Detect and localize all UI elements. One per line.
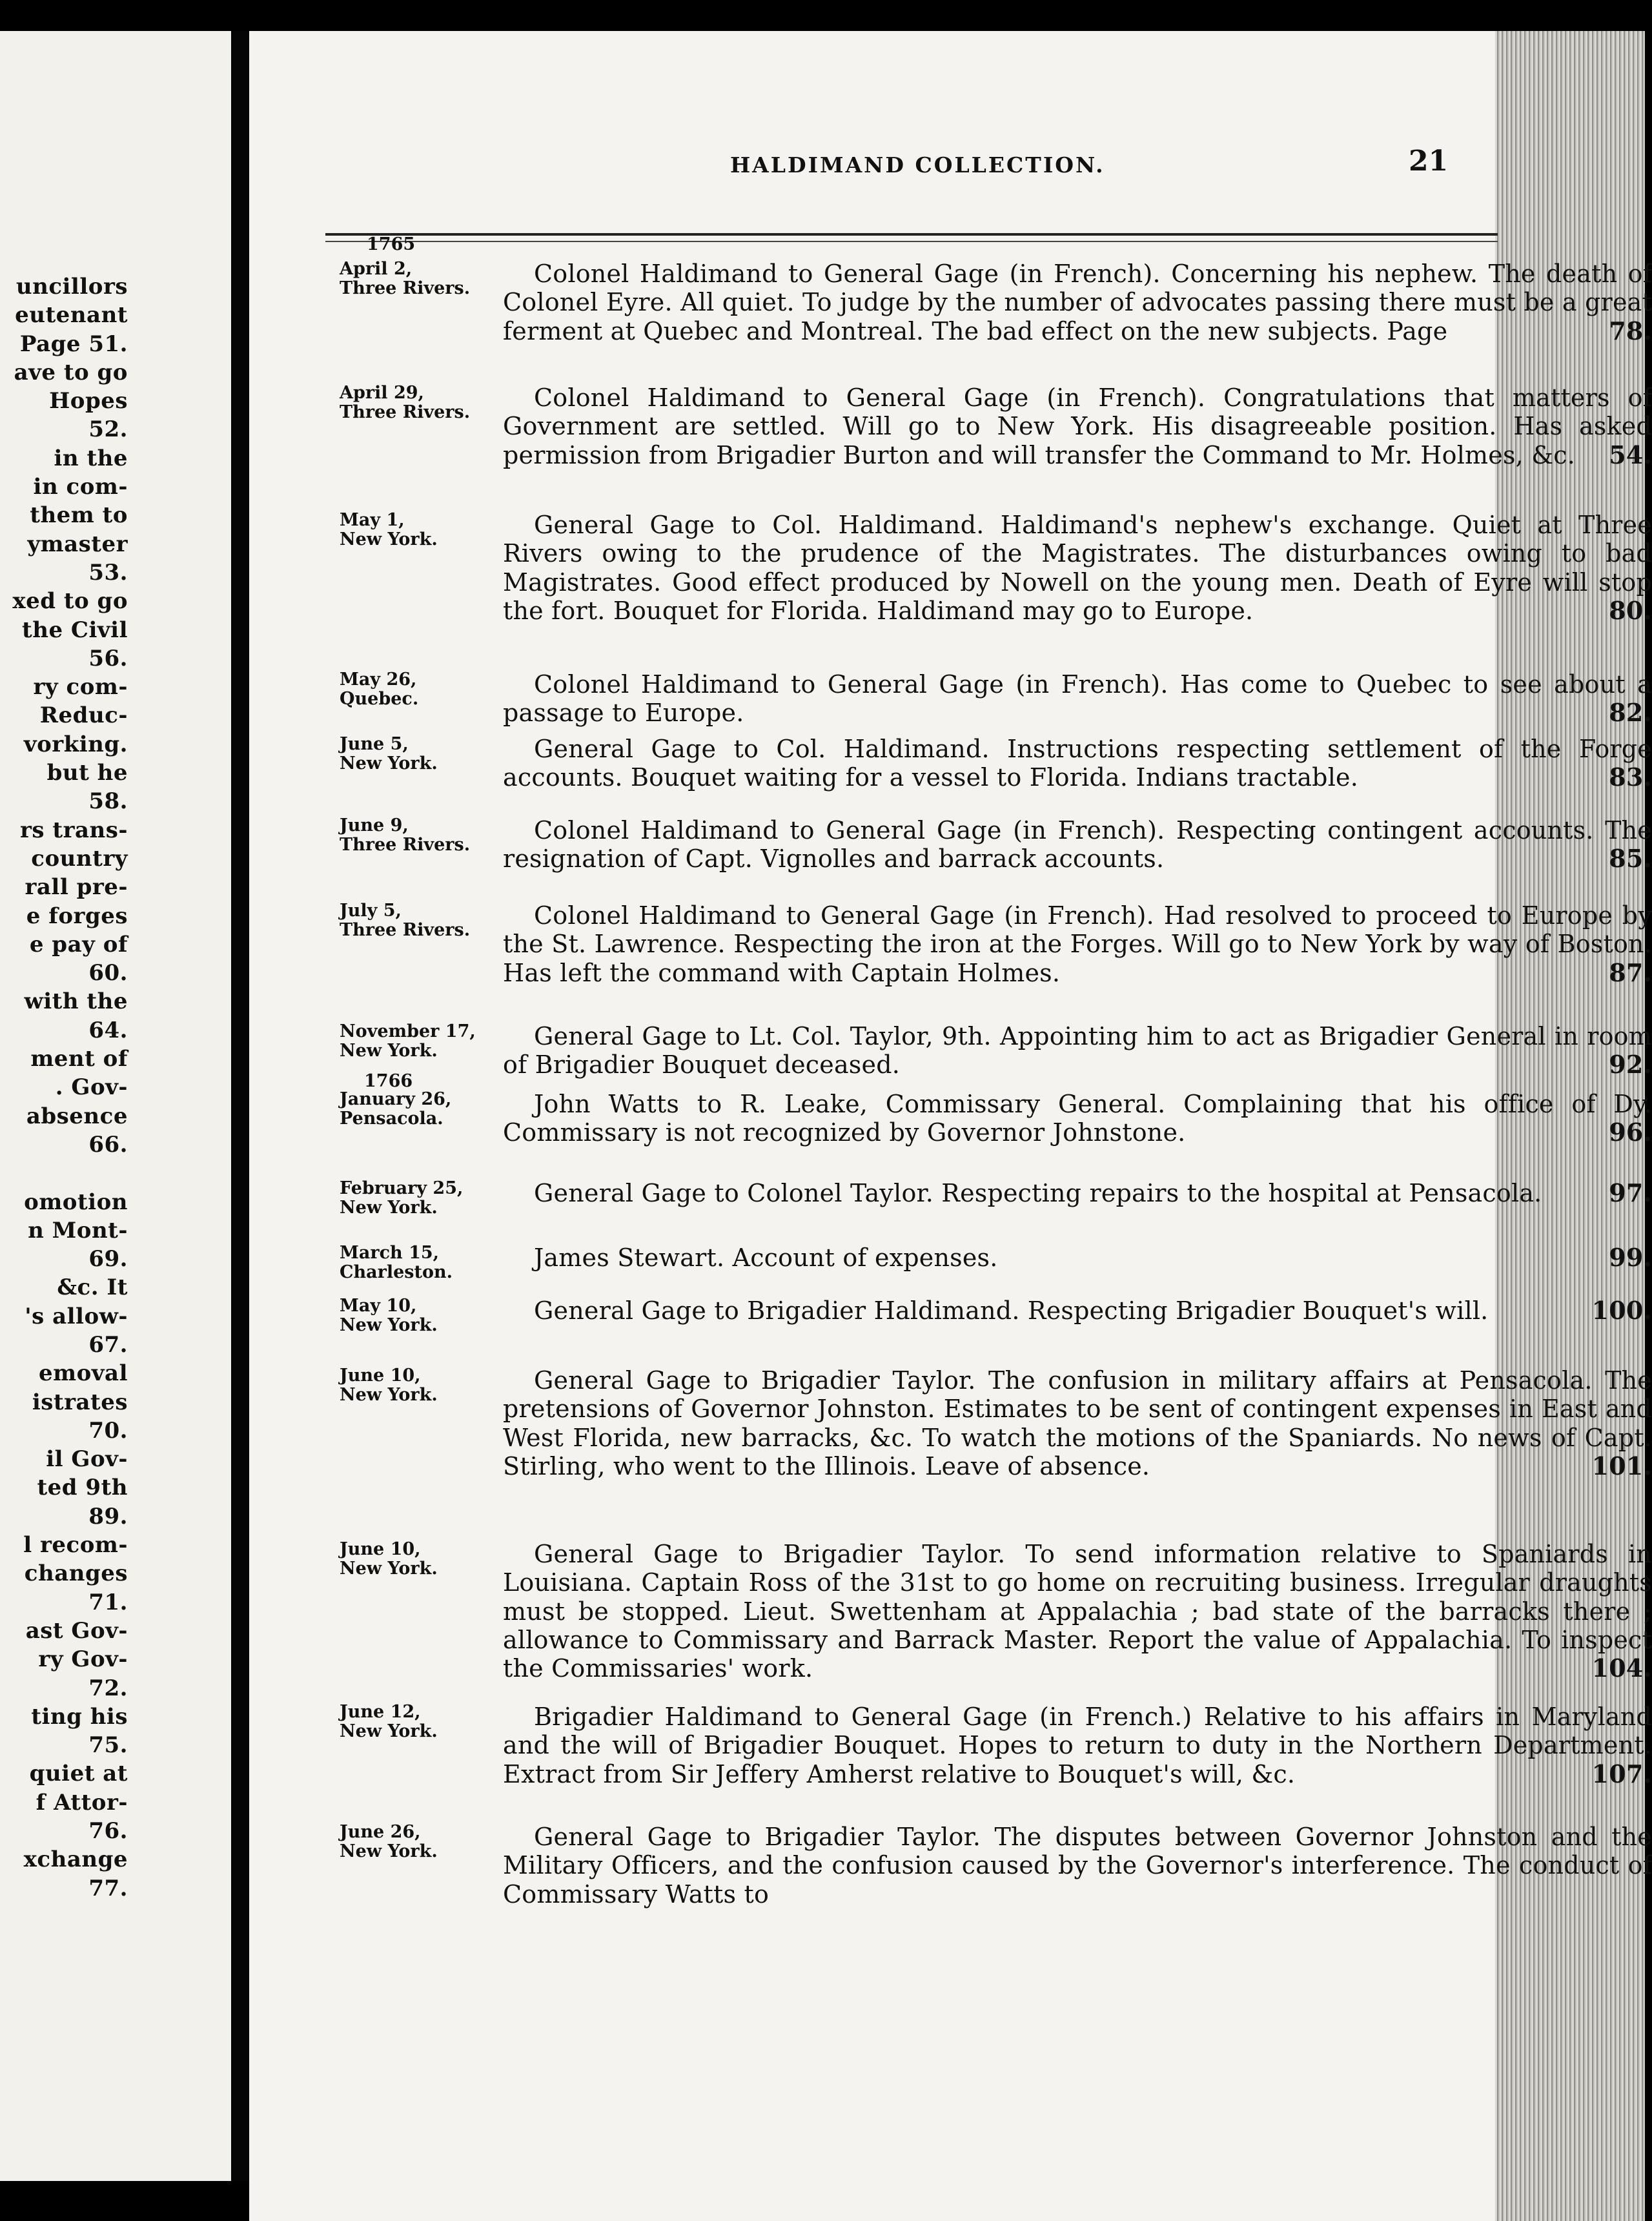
entry-summary: General Gage to Lt. Col. Taylor, 9th. Appointing him to act as Brigadier General in room of Brigadier Bouquet deceased. — [503, 1022, 1652, 1080]
left-fragment-line: vorking. — [23, 731, 128, 757]
left-fragment-line: ry com- — [33, 674, 128, 701]
entry-dateline — [340, 260, 482, 298]
entry-page-ref: 85. — [1609, 844, 1652, 874]
left-fragment-line: in the — [54, 445, 128, 471]
entry-date: May 10, — [340, 1296, 417, 1316]
entry-text-block — [503, 816, 1652, 874]
left-fragment-line: eutenant — [15, 302, 128, 329]
entry-page-ref: 101. — [1591, 1451, 1652, 1480]
left-fragment-line: 67. — [88, 1331, 128, 1358]
entry-date: February 25, — [340, 1178, 464, 1198]
left-fragment-line: in com- — [33, 474, 128, 500]
left-fragment-line: 69. — [88, 1246, 128, 1273]
entry-page-ref: 107. — [1591, 1759, 1652, 1788]
entry-text-block — [503, 1540, 1652, 1683]
page-number: 21 — [1409, 145, 1449, 178]
entry-place: New York. — [340, 1721, 438, 1741]
left-fragment-line: f Attor- — [36, 1789, 128, 1816]
entry-summary: General Gage to Colonel Taylor. Respecting repairs to the hospital at Pensacola. — [534, 1179, 1542, 1207]
left-page-text-fragments — [5, 272, 128, 1903]
entry-place: New York. — [340, 1198, 438, 1218]
entry-dateline — [340, 1244, 482, 1282]
entry-summary: John Watts to R. Leake, Commissary General. Complaining that his office of Dy. Commissary is not recognized by Governor Johnstone. — [503, 1090, 1652, 1147]
entry-place: New York. — [340, 1559, 438, 1579]
left-fragment-line: &c. It — [57, 1274, 128, 1301]
entry-place: New York. — [340, 1315, 438, 1335]
entry-dateline — [340, 816, 482, 855]
left-fragment-line: Page 51. — [19, 331, 128, 357]
left-fragment-line: l recom- — [23, 1532, 128, 1559]
entry-date: April 29, — [340, 383, 424, 403]
entry-place: New York. — [340, 1385, 438, 1405]
left-fragment-line: istrates — [32, 1389, 128, 1415]
entry-date: March 15, — [340, 1243, 440, 1263]
left-fragment-line: emoval — [39, 1360, 128, 1387]
entry-dateline — [340, 1823, 482, 1861]
left-fragment-line: Hopes — [49, 388, 128, 415]
entry-page-ref: 92. — [1609, 1050, 1652, 1080]
left-fragment-line: the Civil — [22, 617, 128, 643]
entry-place: Three Rivers. — [340, 402, 471, 422]
left-fragment-line: changes — [24, 1561, 128, 1587]
entry-page-ref: 80. — [1609, 595, 1652, 625]
entry-page-ref: 100. — [1591, 1296, 1652, 1325]
left-fragment-line: 71. — [88, 1589, 128, 1615]
left-fragment-line: ymaster — [27, 531, 128, 557]
entry-summary: General Gage to Brigadier Taylor. The confusion in military affairs at Pensacola. The pretensions of Governor Johnston. Estimates to be sent of contingent expenses in East and West Florida, new barracks, &c. To watch the motions of the Spaniards. No news of Capt. Stirling, who went to the Illinois. Leave of absence. — [503, 1366, 1652, 1480]
left-fragment-line: e forges — [26, 903, 128, 929]
entry-summary: General Gage to Brigadier Haldimand. Respecting Brigadier Bouquet's will. — [534, 1296, 1489, 1325]
left-fragment-line: 58. — [88, 788, 128, 815]
entry-summary: Brigadier Haldimand to General Gage (in French.) Relative to his affairs in Maryland and the will of Brigadier Bouquet. Hopes to return to duty in the Northern Department. Extract from Sir Jeffery Amherst relative to Bouquet's will, &c. — [503, 1703, 1652, 1788]
entry-dateline — [340, 1703, 482, 1741]
entry-summary: General Gage to Brigadier Taylor. To send information relative to Spaniards in Louisiana. Captain Ross of the 31st to go home on recruiting business. Irregular draughts must be stopped. Lieut. Swettenham at Appalachia ; bad state of the barracks there ; allowance to Commissary and Barrack Master. Report the value of Appalachia. To inspect the Commissaries' work. — [503, 1540, 1652, 1683]
entry-text-block — [503, 1296, 1652, 1325]
entry-summary: Colonel Haldimand to General Gage (in French). Respecting contingent accounts. The resignation of Capt. Vignolles and barrack accounts. — [503, 816, 1652, 874]
entry-dateline — [340, 670, 482, 709]
left-fragment-line: 64. — [88, 1017, 128, 1043]
entry-place: Pensacola. — [340, 1109, 444, 1129]
entry-text-block — [503, 511, 1652, 625]
running-head: HALDIMAND COLLECTION. — [730, 152, 1105, 178]
left-fragment-line: omotion — [24, 1189, 128, 1215]
left-fragment-line: ment of — [30, 1046, 128, 1072]
entry-summary: Colonel Haldimand to General Gage (in French). Congratulations that matters of Government are settled. Will go to New York. His disagreeable position. Has asked permission from Brigadier Burton and will transfer the Command to Mr. Holmes, &c. — [503, 384, 1652, 469]
entry-page-ref: 99. — [1609, 1243, 1652, 1272]
entry-place: Three Rivers. — [340, 835, 471, 855]
entry-date: May 1, — [340, 510, 405, 530]
entry-summary: Colonel Haldimand to General Gage (in French). Has come to Quebec to see about a passage to Europe. — [503, 670, 1652, 728]
entry-page-ref: 82. — [1609, 698, 1652, 728]
entry-page-ref: 97. — [1609, 1178, 1652, 1207]
year-heading: 1765 — [367, 234, 416, 254]
page-gutter — [231, 31, 249, 2181]
entry-page-ref: 96. — [1609, 1118, 1652, 1147]
header-rule-thin — [325, 241, 1498, 242]
entry-page-ref: 78. — [1609, 316, 1652, 345]
year-heading: 1766 — [364, 1071, 413, 1091]
entry-text-block — [503, 1090, 1652, 1147]
left-fragment-line: quiet at — [29, 1761, 128, 1787]
entry-date: June 5, — [340, 734, 409, 754]
entry-text-block — [503, 735, 1652, 792]
left-fragment-line: 89. — [88, 1503, 128, 1530]
left-fragment-line: but he — [46, 760, 128, 786]
entry-page-ref: 104. — [1591, 1653, 1652, 1683]
left-fragment-line: 75. — [88, 1732, 128, 1759]
left-fragment-line: uncillors — [15, 274, 128, 300]
left-fragment-line: . Gov- — [55, 1074, 128, 1101]
entry-date: July 5, — [340, 901, 402, 921]
entry-date: May 26, — [340, 670, 417, 690]
left-fragment-line: ting his — [31, 1703, 128, 1730]
entry-place: Three Rivers. — [340, 920, 471, 940]
left-page — [0, 31, 231, 2181]
left-fragment-line: n Mont- — [28, 1217, 128, 1244]
left-fragment-line: Reduc- — [39, 702, 128, 729]
entry-place: New York. — [340, 1841, 438, 1861]
entry-dateline — [340, 511, 482, 549]
left-fragment-line: country — [31, 845, 128, 872]
entry-dateline — [340, 384, 482, 422]
entry-date: November 17, — [340, 1021, 476, 1041]
entry-summary: James Stewart. Account of expenses. — [534, 1244, 998, 1272]
entry-date: June 9, — [340, 815, 409, 835]
left-fragment-line: 56. — [88, 645, 128, 671]
entry-summary: General Gage to Col. Haldimand. Instructions respecting settlement of the Forge accounts. Bouquet waiting for a vessel to Florida. Indians tractable. — [503, 735, 1652, 792]
right-page — [249, 31, 1652, 2221]
entry-dateline — [340, 1179, 482, 1218]
entry-place: Charleston. — [340, 1262, 453, 1282]
left-fragment-line: ted 9th — [37, 1475, 128, 1501]
entry-text-block — [503, 1244, 1652, 1272]
left-fragment-line: 60. — [88, 960, 128, 987]
entry-date: June 10, — [340, 1366, 421, 1386]
entry-date: June 10, — [340, 1539, 421, 1559]
left-fragment-line: 72. — [88, 1675, 128, 1701]
left-fragment-line: il Gov- — [46, 1446, 128, 1473]
entry-place: New York. — [340, 1041, 438, 1061]
left-fragment-line: absence — [26, 1103, 128, 1129]
entry-dateline — [340, 1022, 482, 1061]
entry-text-block — [503, 384, 1652, 469]
left-fragment-line: ry Gov- — [38, 1646, 128, 1673]
entry-page-ref: 83. — [1609, 763, 1652, 792]
header-rule — [325, 233, 1498, 236]
left-fragment-line: rall pre- — [25, 874, 128, 901]
entry-dateline — [340, 901, 482, 940]
entry-summary: Colonel Haldimand to General Gage (in French). Concerning his nephew. The death of Colonel Eyre. All quiet. To judge by the number of advocates passing there must be a great ferment at Quebec and Montreal. The bad effect on the new subjects. Page — [503, 260, 1652, 345]
left-fragment-line: with the — [24, 988, 128, 1015]
entry-text-block — [503, 1703, 1652, 1788]
entry-text-block — [503, 1022, 1652, 1080]
left-fragment-line: xchange — [23, 1847, 128, 1873]
entry-text-block — [503, 901, 1652, 987]
left-fragment-line: 's allow- — [25, 1303, 128, 1329]
entry-dateline — [340, 1366, 482, 1405]
left-fragment-line: e pay of — [29, 931, 128, 957]
entry-summary: General Gage to Col. Haldimand. Haldimand's nephew's exchange. Quiet at Three Rivers owing to the prudence of the Magistrates. The disturbances owing to bad Magistrates. Good effect produced by Nowell on the young men. Death of Eyre will stop the fort. Bouquet for Florida. Haldimand may go to Europe. — [503, 511, 1652, 625]
left-fragment-line — [5, 1159, 128, 1187]
entry-page-ref: 54. — [1609, 440, 1652, 469]
left-fragment-line: 66. — [88, 1131, 128, 1158]
entry-text-block — [503, 1823, 1652, 1909]
entry-dateline — [340, 1540, 482, 1579]
entry-date: June 12, — [340, 1702, 421, 1722]
entry-dateline — [340, 1296, 482, 1335]
entry-summary: Colonel Haldimand to General Gage (in French). Had resolved to proceed to Europe by the St. Lawrence. Respecting the iron at the Forges. Will go to New York by way of Boston. Has left the command with Captain Holmes. — [503, 901, 1652, 987]
entry-place: Three Rivers. — [340, 278, 471, 298]
entry-dateline — [340, 1090, 482, 1129]
entry-place: New York. — [340, 753, 438, 773]
entry-text-block — [503, 1366, 1652, 1480]
left-fragment-line: 76. — [88, 1818, 128, 1845]
left-fragment-line: 52. — [88, 416, 128, 443]
left-fragment-line: 77. — [88, 1875, 128, 1901]
entry-text-block — [503, 1179, 1652, 1207]
entry-dateline — [340, 735, 482, 773]
left-fragment-line: xed to go — [12, 588, 128, 615]
left-fragment-line: 53. — [88, 559, 128, 586]
entry-text-block — [503, 260, 1652, 345]
entry-page-ref: 87. — [1609, 957, 1652, 987]
entry-summary: General Gage to Brigadier Taylor. The disputes between Governor Johnston and the Military Officers, and the confusion caused by the Governor's interference. The conduct of Commissary Watts to — [503, 1823, 1652, 1909]
entry-text-block — [503, 670, 1652, 728]
entry-date: January 26, — [340, 1089, 452, 1109]
entry-place: Quebec. — [340, 689, 419, 709]
left-fragment-line: rs trans- — [19, 817, 128, 843]
entry-date: June 26, — [340, 1822, 421, 1842]
entry-place: New York. — [340, 529, 438, 549]
left-fragment-line: ave to go — [14, 359, 128, 385]
left-fragment-line: ast Gov- — [25, 1617, 128, 1644]
left-fragment-line: 70. — [88, 1417, 128, 1444]
entry-date: April 2, — [340, 259, 413, 279]
left-fragment-line: them to — [30, 502, 128, 529]
